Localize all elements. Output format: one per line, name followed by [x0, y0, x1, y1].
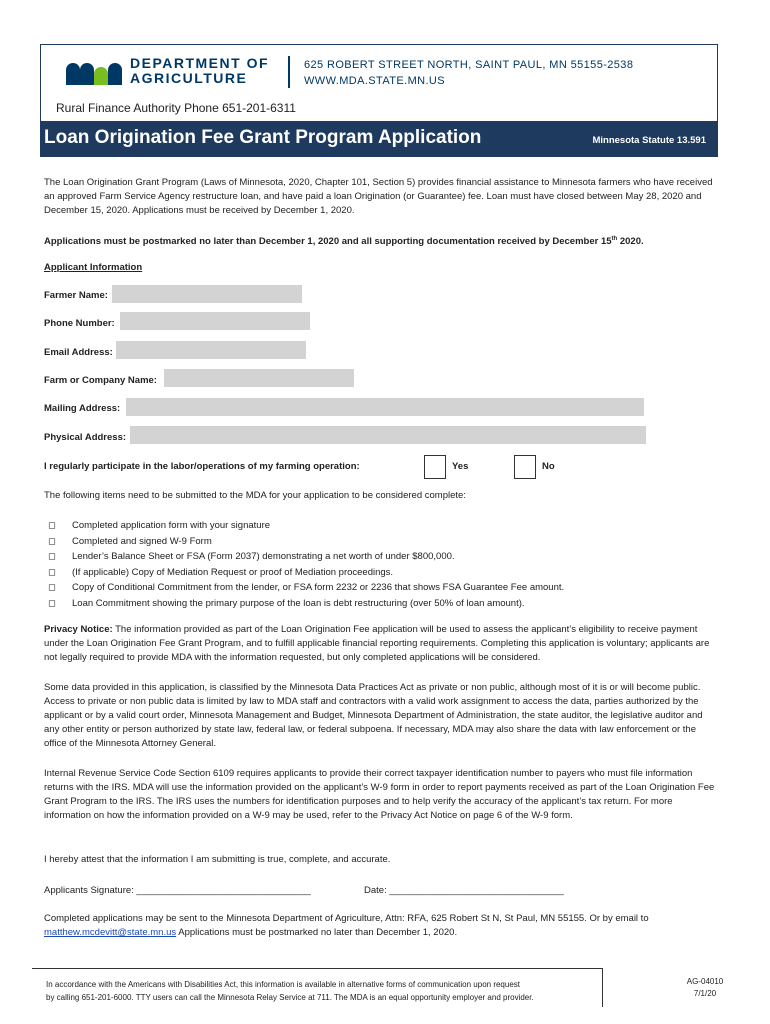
checkbox-icon: ◻	[48, 520, 56, 531]
statute: Minnesota Statute 13.591	[592, 135, 706, 146]
checkbox-icon: ◻	[48, 551, 56, 562]
items-intro: The following items need to be submitted to the MDA for your application to be considered complete:	[44, 490, 466, 501]
email-link[interactable]: matthew.mcdevitt@state.mn.us	[44, 927, 177, 938]
privacy-notice: Privacy Notice: The information provided as part of the Loan Origination Fee application will be used to assess the applicant’s eligibility to receive payment under the Loan Origination Fee Grant Program, and to fulfill applicable financial reporting requirements. Completing this application is voluntary; applicants are not legally required to provide MDA with the information requested, but only completed applications will be considered.	[44, 624, 710, 663]
list-item: ◻ Copy of Conditional Commitment from the lender, or FSA form 2232 or 2236 that shows FSA Guarantee Fee amount.	[48, 580, 564, 596]
irs-paragraph: Internal Revenue Service Code Section 6109 requires applicants to provide their correct taxpayer identification number to payers who must file information returns with the IRS. MDA will use the information provided on the applicant’s W-9 form in order to report payments received as part of the Loan Origination Fee Grant Program to the IRS. The IRS uses the numbers for identification purposes and to help verify the accuracy of the applicant’s tax return. For more information on how the information provided on a W-9 may be used, refer to the Privacy Act Notice on page 6 of the W-9 form.	[44, 768, 715, 821]
checkbox-icon: ◻	[48, 582, 56, 593]
header-divider	[288, 56, 290, 88]
yes-checkbox[interactable]	[424, 455, 446, 479]
intro-paragraph: The Loan Origination Grant Program (Laws of Minnesota, 2020, Chapter 101, Section 5) provides financial assistance to Minnesota farmers who have received an approved Farm Service Agency restructure loan, and have paid a loan Origination (or Guarantee) fee. Loan must have closed between May 28, 2020 and December 15, 2020. Applications must be received by December 1, 2020.	[44, 177, 713, 216]
required-items-list	[48, 518, 564, 611]
list-item: ◻ Loan Commitment showing the primary purpose of the loan is debt restructuring (over 50% of loan amount).	[48, 596, 564, 612]
form-id: AG-04010 7/1/20	[686, 977, 724, 998]
farmer-name-label: Farmer Name:	[44, 290, 108, 301]
mailing-address-field[interactable]	[126, 398, 644, 416]
mn-logo-icon	[66, 57, 122, 85]
list-item: ◻ Completed and signed W-9 Form	[48, 534, 564, 550]
title-banner	[40, 121, 718, 157]
email-field[interactable]	[116, 341, 306, 359]
farmer-name-field[interactable]	[112, 285, 302, 303]
checkbox-icon: ◻	[48, 597, 56, 609]
address-line1: 625 ROBERT STREET NORTH, SAINT PAUL, MN 55155-2538	[304, 59, 634, 71]
mda-logo	[66, 56, 269, 86]
checkbox-icon: ◻	[48, 535, 56, 547]
dept-line2: AGRICULTURE	[130, 70, 248, 86]
dept-line1: DEPARTMENT OF	[130, 55, 270, 71]
list-item: ◻ Lender’s Balance Sheet or FSA (Form 2037) demonstrating a net worth of under $800,000.	[48, 549, 564, 565]
submission-info: Completed applications may be sent to the Minnesota Department of Agriculture, Attn: RFA, 625 Robert St N, St Paul, MN 55155. Or by email to matthew.mcdevitt@state.mn.us Applications must be postmarked no later than December 1, 2020.	[44, 913, 649, 938]
checkbox-icon: ◻	[48, 566, 56, 578]
phone-field[interactable]	[120, 312, 310, 330]
list-item: ◻ (If applicable) Copy of Mediation Request or proof of Mediation proceedings.	[48, 565, 564, 581]
list-item: ◻ Completed application form with your signature	[48, 518, 564, 534]
address-url[interactable]: WWW.MDA.STATE.MN.US	[304, 75, 446, 87]
phone-label: Phone Number:	[44, 318, 115, 329]
rfa-phone: Rural Finance Authority Phone 651-201-6311	[56, 101, 296, 115]
farm-company-field[interactable]	[164, 369, 354, 387]
page-title: Loan Origination Fee Grant Program Application	[44, 127, 482, 148]
email-label: Email Address:	[44, 347, 113, 358]
applicant-heading: Applicant Information	[44, 262, 143, 273]
farm-company-label: Farm or Company Name:	[44, 375, 157, 386]
signature-line[interactable]: Applicants Signature: _________________________________	[44, 885, 311, 896]
header-address	[304, 57, 633, 89]
data-practices-paragraph: Some data provided in this application, is classified by the Minnesota Data Practices Act as private or non public, although most of it is or will become public. Access to private or non public data is limited by law to MDA staff and contractors with a valid work assignment to access the data, parties authorized by the applicant or by a valid court order, Minnesota Management and Budget, Minnesota Department of Administration, the state auditor, the legislative auditor and any other entity or person authorized by state law, federal law, or federal subpoena. If necessary, MDA may also share the data with law enforcement or the office of the Minnesota Attorney General.	[44, 682, 703, 749]
attestation: I hereby attest that the information I am submitting is true, complete, and accurate.	[44, 854, 391, 865]
ada-footer: In accordance with the Americans with Disabilities Act, this information is available in alternative forms of communication upon request by calling 651-201-6000. TTY users can call the Minnesota Relay Service at 711. The MDA is an equal opportunity employer and provider.	[46, 980, 534, 1002]
no-label: No	[542, 461, 555, 472]
yes-label: Yes	[452, 461, 469, 472]
no-checkbox[interactable]	[514, 455, 536, 479]
participate-label: I regularly participate in the labor/operations of my farming operation:	[44, 461, 360, 472]
deadline-notice: Applications must be postmarked no later than December 1, 2020 and all supporting documentation received by December 15th 2020.	[44, 236, 644, 248]
physical-label: Physical Address:	[44, 432, 127, 443]
mailing-label: Mailing Address:	[44, 403, 121, 414]
date-line[interactable]: Date: _________________________________	[364, 885, 564, 896]
physical-address-field[interactable]	[130, 426, 646, 444]
